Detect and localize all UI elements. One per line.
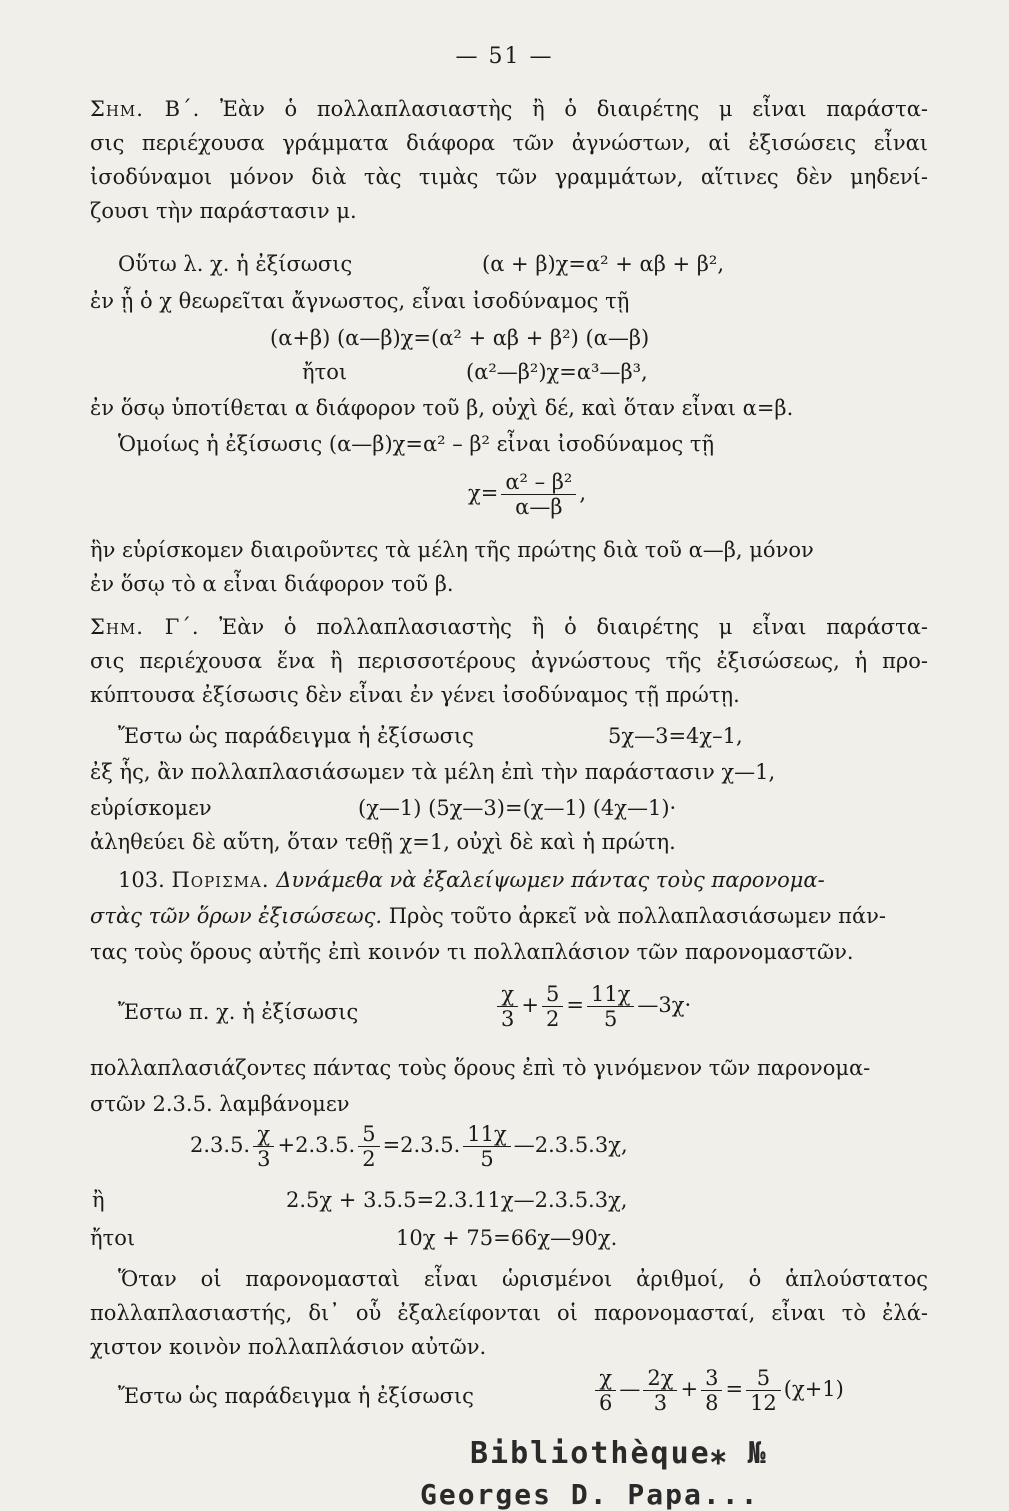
example4-hetoi: ἤτοι [90,1226,136,1250]
porisma-line-1 [118,868,825,892]
denominator: 6 [599,1391,613,1416]
example2-fraction-equation [468,470,586,519]
denominator: 5 [604,1007,618,1032]
example5-tail: (χ+1) [783,1377,844,1402]
example5-equation [592,1366,844,1415]
numerator: χ [497,982,518,1007]
example4-equation [494,982,691,1031]
plus-sign: + [521,993,539,1018]
closing-paragraph [90,1262,928,1364]
plus-sign: + [680,1377,699,1402]
term: =2.3.5. [382,1133,461,1158]
example2-fraction [501,470,576,519]
library-stamp-owner: Georges D. Papa... [420,1478,760,1511]
example4-line-2: πολλαπλασιάζοντες πάντας τοὺς ὅρους ἐπὶ τὸ γινόμενον τῶν παρονομα- [90,1056,871,1080]
example3-equation-2: (χ—1) (5χ—3)=(χ—1) (4χ—1)· [358,796,677,820]
numerator: 11χ [587,982,634,1007]
numerator: 5 [542,982,563,1007]
example5-fraction-3 [701,1366,722,1415]
example5-intro: Ἔστω ὡς παράδειγμα ἡ ἐξίσωσις [118,1384,474,1408]
porisma-line-3: τας τοὺς ὅρους αὐτῆς ἐπὶ κοινόν τι πολλαπλάσιον τῶν παρονομαστῶν. [90,940,854,964]
porisma-rest-2: Πρὸς τοῦτο ἀρκεῖ νὰ πολλαπλασιάσωμεν πάν- [388,904,887,928]
note-b-label: Σημ. Β΄. [90,97,201,121]
example5-fraction-4 [746,1366,781,1415]
denominator: 2 [545,1007,560,1032]
closing-line-1: Ὅταν οἱ παρονομασταὶ εἶναι ὡρισμένοι ἀριθμοί, ὁ ἁπλούστατος [118,1267,928,1291]
example4-result-1 [190,1122,628,1171]
note-c-paragraph [90,610,928,712]
porisma-italic-2: στὰς τῶν ὅρων ἐξισώσεως. [90,904,383,928]
example2-comma: , [579,481,587,506]
fraction [358,1122,379,1171]
example3-intro: Ἔστω ὡς παράδειγμα ἡ ἐξίσωσις [118,724,474,748]
example3-line-3: εὑρίσκομεν [90,796,212,820]
page-number: — 51 — [455,44,554,69]
library-stamp: Bibliothèque⁎ № [470,1436,768,1471]
example5-fraction-1 [595,1366,616,1415]
denominator: 2 [362,1147,376,1172]
note-c-line-3: κύπτουσα ἐξίσωσις δὲν εἶναι ἐν γένει ἰσοδύναμος τῇ πρώτῃ. [90,683,740,707]
example4-intro: Ἔστω π. χ. ἡ ἐξίσωσις [118,1000,359,1024]
denominator: 3 [653,1391,668,1416]
closing-line-3: χιστον κοινὸν πολλαπλάσιον αὐτῶν. [90,1335,487,1359]
example4-h: ἢ [92,1188,105,1212]
example3-equation: 5χ—3=4χ–1, [608,724,743,748]
term: +2.3.5. [277,1133,356,1158]
numerator: 5 [358,1122,379,1147]
example2-line-2: ἣν εὑρίσκομεν διαιροῦντες τὰ μέλη τῆς πρώτης διὰ τοῦ α—β, μόνον [90,538,814,562]
denominator: 8 [705,1391,719,1416]
example3-line-2: ἐξ ἧς, ἂν πολλαπλασιάσωμεν τὰ μέλη ἐπὶ τὴν παράστασιν χ—1, [90,760,776,784]
porisma-line-2 [90,904,886,928]
example1-line-3: ἐν ὅσῳ ὑποτίθεται α διάφορον τοῦ β, οὐχὶ δέ, καὶ ὅταν εἶναι α=β. [90,396,794,420]
example4-tail: —3χ· [637,993,692,1018]
numerator: χ [253,1122,274,1147]
closing-line-2: πολλαπλασιαστής, δι᾽ οὗ ἐξαλείφονται οἱ παρονομασταί, εἶναι τὸ ἐλά- [90,1301,928,1325]
porisma-number: 103. [118,868,165,892]
note-c-line-2: σις περιέχουσα ἕνα ἢ περισσοτέρους ἀγνώστους τῆς ἐξισώσεως, ἡ προ- [90,649,928,673]
denominator: 3 [257,1147,271,1172]
example4-result-3: 10χ + 75=66χ—90χ. [396,1226,618,1250]
example1-equation: (α + β)χ=α² + αβ + β², [482,252,725,276]
numerator: 2χ [643,1366,677,1391]
example3-line-4: ἀληθεύει δὲ αὕτη, ὅταν τεθῇ χ=1, οὐχὶ δὲ καὶ ἡ πρώτη. [90,830,676,854]
example2-lhs: χ= [468,481,499,506]
minus-sign: — [619,1377,641,1402]
equals-sign: = [725,1377,744,1402]
note-b-line-4: ζουσι τὴν παράστασιν μ. [90,199,357,223]
example2-line-1: Ὁμοίως ἡ ἐξίσωσις (α—β)χ=α² – β² εἶναι ἰσοδύναμος τῇ [118,432,715,456]
term: 2.3.5. [190,1133,251,1158]
denominator: 5 [480,1147,494,1172]
note-c-line-1: Ἐὰν ὁ πολλαπλασιαστὴς ἢ ὁ διαιρέτης μ εἶναι παράστα- [219,615,928,639]
note-c-label: Σημ. Γ΄. [90,615,200,639]
note-b-line-2: σις περιέχουσα γράμματα διάφορα τῶν ἀγνώστων, αἱ ἐξισώσεις εἶναι [90,131,928,155]
fraction [463,1122,510,1171]
example1-line-2: ἐν ᾗ ὁ χ θεωρεῖται ἄγνωστος, εἶναι ἰσοδύναμος τῇ [90,289,630,313]
example4-fraction-1 [497,982,518,1031]
term: —2.3.5.3χ, [513,1133,628,1158]
example1-hetoi: ἤτοι [302,360,348,384]
example4-fraction-3 [587,982,634,1031]
example2-line-3: ἐν ὅσῳ τὸ α εἶναι διάφορον τοῦ β. [90,572,454,596]
note-b-line-3: ἰσοδύναμοι μόνον διὰ τὰς τιμὰς τῶν γραμμάτων, αἵτινες δὲν μηδενί- [90,165,928,189]
example4-fraction-2 [542,982,563,1031]
example2-denominator: α—β [515,495,563,520]
numerator: 5 [746,1366,781,1391]
example1-equation-2: (α+β) (α—β)χ=(α² + αβ + β²) (α—β) [270,326,650,350]
denominator: 3 [501,1007,515,1032]
numerator: 3 [701,1366,722,1391]
example4-result-2: 2.5χ + 3.5.5=2.3.11χ—2.3.5.3χ, [286,1188,628,1212]
numerator: χ [595,1366,616,1391]
equals-sign: = [566,993,584,1018]
note-b-line-1: Ἐὰν ὁ πολλαπλασιαστὴς ἢ ὁ διαιρέτης μ εἶναι παράστα- [219,97,928,121]
example4-line-3: στῶν 2.3.5. λαμβάνομεν [90,1092,350,1116]
fraction [253,1122,274,1171]
example2-numerator: α² – β² [501,470,576,495]
numerator: 11χ [463,1122,510,1147]
example5-fraction-2 [643,1366,677,1415]
porisma-italic-1: Δυνάμεθα νὰ ἐξαλείψωμεν πάντας τοὺς παρονομα- [276,868,825,892]
note-b-paragraph [90,92,928,228]
porisma-label: Πορισμα. [171,868,270,892]
example1-equation-3: (α²—β²)χ=α³—β³, [466,360,648,384]
example1-intro: Οὕτω λ. χ. ἡ ἐξίσωσις [118,252,353,276]
denominator: 12 [750,1391,777,1416]
